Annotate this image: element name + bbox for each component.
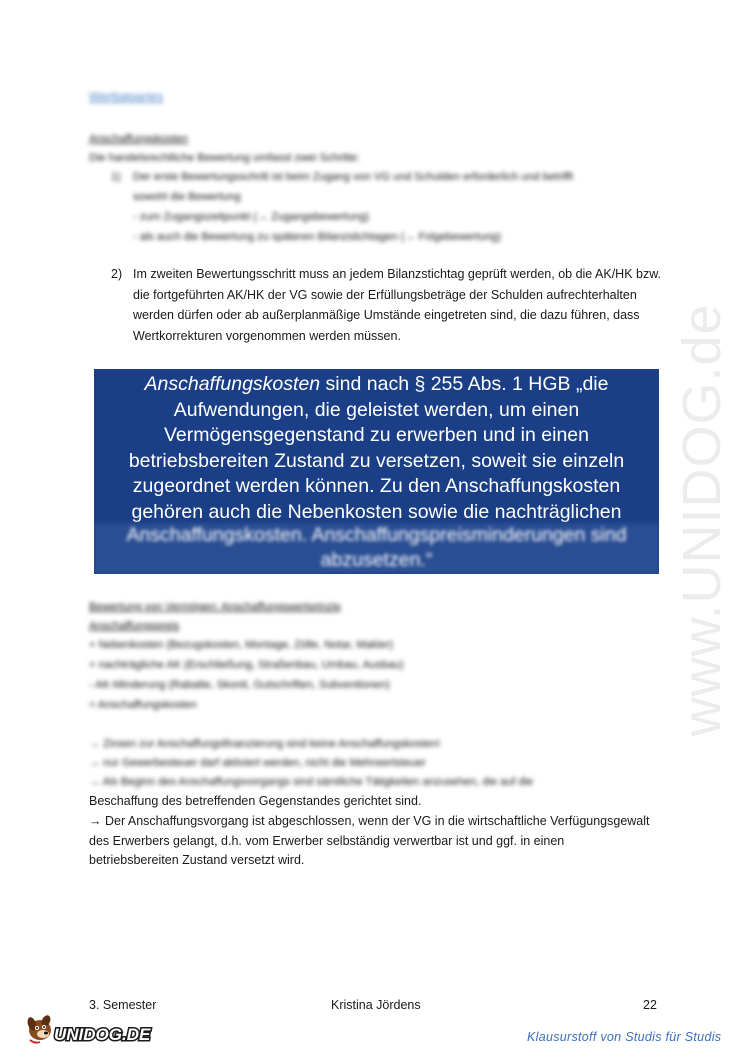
tagline: Klausurstoff von Studis für Studis (527, 1030, 722, 1044)
unidog-logo[interactable] (24, 1010, 154, 1048)
quote-term: Anschaffungskosten (144, 373, 321, 395)
quote-body: sind nach § 255 Abs. 1 HGB „die Aufwendungen, die geleistet werden, um einen Vermögensgegenstand zu erwerben und in einen betriebsbereiten Zustand zu versetzen, soweit sie einzeln zugeordnet werden können. Zu den Anschaffungskosten gehören auch die Nebenkosten sowie die nachträglichen (128, 373, 625, 523)
item1-line: Der erste Bewertungsschritt ist beim Zugang von VG und Schulden erforderlich und betrifft (133, 171, 574, 183)
dog-logo-icon (24, 1010, 154, 1048)
note-line: → Zinsen zur Anschaffungsfinanzierung sind keine Anschaffungskosten! (89, 738, 441, 750)
bewertung-title: Bewertung von Vermögen: Anschaffungswertprinzip (89, 601, 341, 613)
quote-blurred-line: Anschaffungskosten. Anschaffungspreisminderungen sind (126, 524, 627, 546)
bewertung-line: + nachträgliche AK (Erschließung, Straßenbau, Umbau, Ausbau) (89, 659, 404, 671)
note-line: → Der Anschaffungsvorgang ist abgeschlossen, wenn der VG in die wirtschaftliche Verfügungsgewalt (89, 814, 650, 828)
item2-text: Im zweiten Bewertungsschritt muss an jedem Bilanzstichtag geprüft werden, ob die AK/HK bzw. die fortgeführten AK/HK der VG sowie der Erfüllungsbeträge der Schulden aufrechterhalten werden dürfen oder ab außerplanmäßige Umstände eingetreten sind, die dazu führen, dass Wertkorrekturen vorgenommen werden müssen. (133, 267, 662, 343)
bewertung-line: - AK-Minderung (Rabatte, Skonti, Gutschriften, Subventionen) (89, 679, 390, 691)
footer-author: Kristina Jördens (331, 998, 421, 1012)
logo-text: UNIDOG.DE (54, 1025, 151, 1044)
note-line: betriebsbereiten Zustand versetzt wird. (89, 853, 305, 867)
bewertung-line: + Nebenkosten (Bezugskosten, Montage, Zölle, Notar, Makler) (89, 639, 394, 651)
item1-number: 1) (111, 171, 121, 183)
quote-blurred-line: abzusetzen.“ (320, 549, 433, 571)
watermark (652, 300, 750, 740)
anschaffung-intro: Die handelsrechtliche Bewertung umfasst zwei Schritte: (89, 152, 360, 164)
item1-line: - zum Zugangszeitpunkt (→ Zugangsbewertung) (133, 211, 370, 223)
item1-line: - als auch die Bewertung zu späteren Bilanzstichtagen (→ Folgebewertung) (133, 231, 502, 243)
note-line: des Erwerbers gelangt, d.h. vom Erwerber selbständig verwertbar ist und ggf. in einen (89, 834, 565, 848)
watermark-text: www.UNIDOG.de (672, 303, 732, 737)
quote-text (100, 372, 653, 525)
footer-semester: 3. Semester (89, 998, 157, 1012)
item1-line: sowohl die Bewertung (133, 191, 241, 203)
footer-page-number: 22 (643, 998, 657, 1012)
bewertung-line: Anschaffungspreis (89, 620, 180, 632)
item2-number: 2) (111, 267, 123, 281)
quote-blurred-band (94, 523, 659, 574)
section-heading: Werttatgaries (89, 90, 164, 104)
bewertung-line: = Anschaffungskosten (89, 699, 197, 711)
note-line: → nur Gewerbesteuer darf aktiviert werden, nicht die Mehrwertsteuer (89, 757, 426, 769)
anschaffung-title: Anschaffungskosten (89, 133, 188, 145)
note-line: → Als Beginn des Anschaffungsvorgangs sind sämtliche Tätigkeiten anzusehen, die auf die (89, 776, 534, 788)
definition-quote-box (94, 369, 659, 574)
note-line: Beschaffung des betreffenden Gegenstandes gerichtet sind. (89, 794, 422, 808)
